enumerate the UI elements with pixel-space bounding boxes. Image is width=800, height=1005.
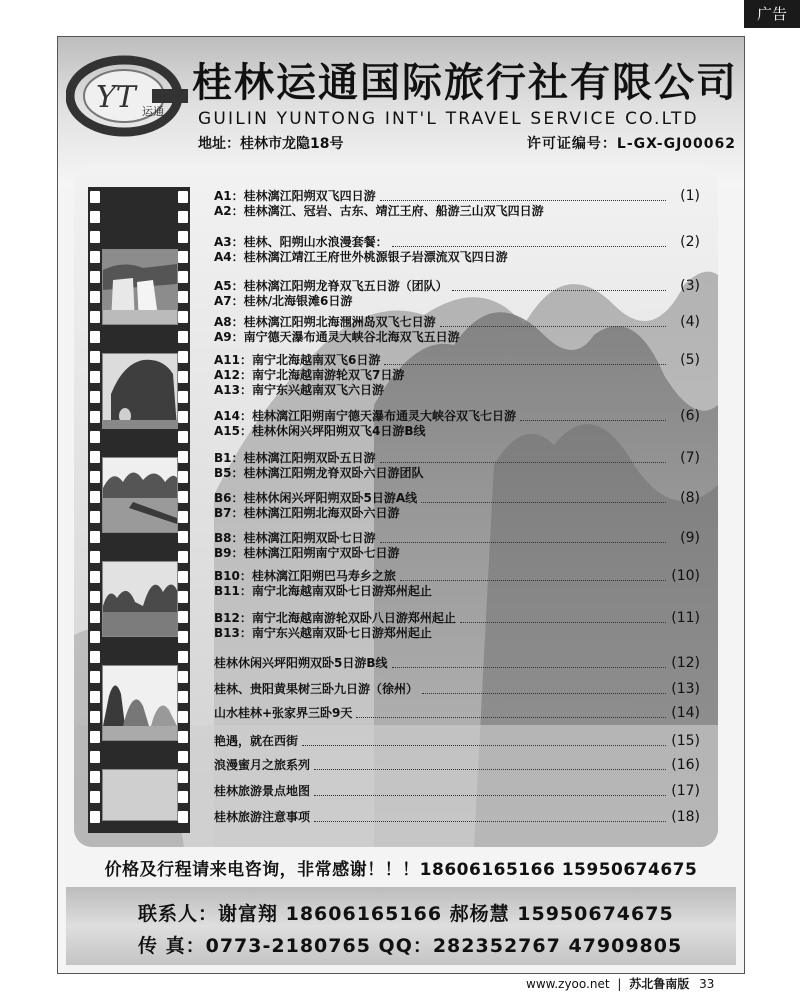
leader-dots: [380, 462, 667, 463]
tour-line: [214, 679, 700, 697]
tour-panel: [74, 165, 718, 847]
tour-page-number: (3): [680, 278, 700, 294]
tour-title: B12：南宁北海越南游轮双卧八日游郑州起止: [214, 611, 456, 625]
tour-item[interactable]: [214, 703, 700, 721]
tour-page-number: (9): [680, 530, 700, 546]
leader-dots: [392, 667, 667, 668]
tour-page-number: (5): [680, 352, 700, 368]
tour-line: [214, 781, 700, 799]
tour-item[interactable]: [214, 781, 700, 799]
website-link[interactable]: www.zyoo.net: [526, 977, 610, 991]
tour-title: A9：南宁德天瀑布通灵大峡谷北海双飞五日游: [214, 330, 460, 344]
tour-item[interactable]: [214, 491, 700, 521]
tour-line: [214, 451, 700, 466]
tour-line: [214, 383, 700, 398]
tour-line: [214, 250, 700, 265]
tour-item[interactable]: [214, 279, 700, 309]
tour-line: [214, 731, 700, 749]
tour-page-number: (14): [671, 705, 700, 721]
tour-page-number: (1): [680, 188, 700, 204]
tour-page-number: (12): [671, 655, 700, 671]
page-number: 33: [699, 977, 715, 991]
tour-page-number: (15): [671, 733, 700, 749]
tour-title: A2：桂林漓江、冠岩、古东、靖江王府、船游三山双飞四日游: [214, 204, 544, 218]
tour-title: A5：桂林漓江阳朔龙脊双飞五日游（团队）: [214, 279, 448, 293]
leader-dots: [356, 717, 666, 718]
logo-letters: YT: [96, 80, 136, 115]
company-logo-icon: [66, 55, 190, 137]
tour-line: [214, 491, 700, 506]
tour-item[interactable]: [214, 531, 700, 561]
tour-title: B13：南宁东兴越南双卧七日游郑州起止: [214, 626, 432, 640]
tour-list: [74, 165, 718, 847]
advert-frame: [57, 36, 745, 974]
tour-page-number: (6): [680, 408, 700, 424]
tour-line: [214, 569, 700, 584]
tour-line: [214, 204, 700, 219]
tour-line: [214, 279, 700, 294]
tour-title: 山水桂林+张家界三卧9天: [214, 706, 353, 720]
tour-item[interactable]: [214, 409, 700, 439]
tour-item[interactable]: [214, 679, 700, 697]
tour-line: [214, 531, 700, 546]
leader-dots: [421, 502, 666, 503]
tour-line: [214, 466, 700, 481]
tour-item[interactable]: [214, 315, 700, 345]
leader-dots: [380, 200, 666, 201]
tour-title: A12：南宁北海越南游轮双飞7日游: [214, 368, 405, 382]
tour-title: A4：桂林漓江靖江王府世外桃源银子岩漂流双飞四日游: [214, 250, 508, 264]
leader-dots: [314, 769, 666, 770]
tour-title: B8：桂林漓江阳朔双卧七日游: [214, 531, 376, 545]
tour-line: [214, 235, 700, 250]
tour-line: [214, 653, 700, 671]
tour-item[interactable]: [214, 353, 700, 398]
leader-dots: [392, 246, 666, 247]
tour-line: [214, 189, 700, 204]
tour-title: A15：桂林休闲兴坪阳朔双飞4日游B线: [214, 424, 426, 438]
tour-item[interactable]: [214, 755, 700, 773]
tour-title: A13：南宁东兴越南双飞六日游: [214, 383, 384, 397]
leader-dots: [384, 364, 666, 365]
tour-title: B5：桂林漓江阳朔龙脊双卧六日游团队: [214, 466, 424, 480]
tour-title: 桂林、贵阳黄果树三卧九日游（徐州）: [214, 682, 419, 696]
tour-page-number: (18): [671, 809, 700, 825]
tour-line: [214, 626, 700, 641]
tour-line: [214, 424, 700, 439]
tour-title: A3：桂林、阳朔山水浪漫套餐：: [214, 235, 388, 249]
ad-tag: 广告: [744, 0, 800, 28]
tour-page-number: (8): [680, 490, 700, 506]
tour-item[interactable]: [214, 611, 700, 641]
leader-dots: [520, 420, 666, 421]
tour-title: B9：桂林漓江阳朔南宁双卧七日游: [214, 546, 400, 560]
company-name-en: GUILIN YUNTONG INT'L TRAVEL SERVICE CO.LTD: [198, 109, 699, 129]
tour-title: A8：桂林漓江阳朔北海涠洲岛双飞七日游: [214, 315, 436, 329]
tour-item[interactable]: [214, 653, 700, 671]
tour-page-number: (16): [671, 757, 700, 773]
tour-page-number: (17): [671, 783, 700, 799]
tour-line: [214, 546, 700, 561]
company-name-cn: 桂林运通国际旅行社有限公司: [192, 60, 738, 106]
tour-page-number: (2): [680, 234, 700, 250]
tour-line: [214, 353, 700, 368]
tour-title: 浪漫蜜月之旅系列: [214, 758, 311, 772]
tour-title: 桂林休闲兴坪阳朔双卧5日游B线: [214, 656, 388, 670]
leader-dots: [314, 821, 666, 822]
tour-title: A1：桂林漓江阳朔双飞四日游: [214, 189, 376, 203]
tour-title: B7：桂林漓江阳朔北海双卧六日游: [214, 506, 400, 520]
tour-line: [214, 330, 700, 345]
tour-title: B6：桂林休闲兴坪阳朔双卧5日游A线: [214, 491, 418, 505]
tour-page-number: (13): [671, 681, 700, 697]
tour-title: 桂林旅游注意事项: [214, 810, 311, 824]
logo-text: 运通: [142, 105, 164, 118]
consult-line: 价格及行程请来电咨询，非常感谢！！！18606165166 15950674675: [104, 860, 698, 880]
contact-people: 联系人：谢富翔 18606165166 郝杨慧 15950674675: [138, 903, 674, 925]
tour-title: A14：桂林漓江阳朔南宁德天瀑布通灵大峡谷双飞七日游: [214, 409, 516, 423]
tour-item[interactable]: [214, 235, 700, 265]
leader-dots: [400, 580, 666, 581]
edition-label: 苏北鲁南版: [629, 977, 690, 991]
tour-title: B10：桂林漓江阳朔巴马寿乡之旅: [214, 569, 396, 583]
tour-title: 桂林旅游景点地图: [214, 784, 311, 798]
tour-title: 艳遇，就在西街: [214, 734, 299, 748]
leader-dots: [440, 326, 666, 327]
tour-line: [214, 703, 700, 721]
tour-item[interactable]: [214, 807, 700, 825]
tour-item[interactable]: [214, 451, 700, 481]
tour-line: [214, 294, 700, 309]
tour-item[interactable]: [214, 731, 700, 749]
address: 地址：桂林市龙隐18号: [198, 136, 344, 152]
page-footer: www.zyoo.net | 苏北鲁南版 33: [526, 977, 715, 991]
tour-title: A7：桂林/北海银滩6日游: [214, 294, 353, 308]
tour-line: [214, 368, 700, 383]
leader-dots: [422, 693, 666, 694]
tour-page-number: (7): [680, 450, 700, 466]
tour-title: B1：桂林漓江阳朔双卧五日游: [214, 451, 376, 465]
leader-dots: [314, 795, 666, 796]
tour-page-number: (11): [671, 610, 700, 626]
tour-item[interactable]: [214, 569, 700, 599]
tour-line: [214, 755, 700, 773]
tour-page-number: (10): [671, 568, 700, 584]
tour-title: B11：南宁北海越南双卧七日游郑州起止: [214, 584, 432, 598]
tour-line: [214, 611, 700, 626]
tour-line: [214, 315, 700, 330]
leader-dots: [452, 290, 666, 291]
tour-line: [214, 807, 700, 825]
leader-dots: [460, 622, 666, 623]
tour-title: A11：南宁北海越南双飞6日游: [214, 353, 381, 367]
contact-box: [66, 887, 736, 965]
tour-line: [214, 409, 700, 424]
contact-fax-qq: 传 真：0773-2180765 QQ：282352767 47909805: [138, 935, 683, 957]
leader-dots: [380, 542, 667, 543]
tour-line: [214, 506, 700, 521]
tour-page-number: (4): [680, 314, 700, 330]
leader-dots: [302, 745, 666, 746]
tour-line: [214, 584, 700, 599]
tour-item[interactable]: [214, 189, 700, 219]
license-number: 许可证编号：L-GX-GJ00062: [526, 136, 736, 152]
